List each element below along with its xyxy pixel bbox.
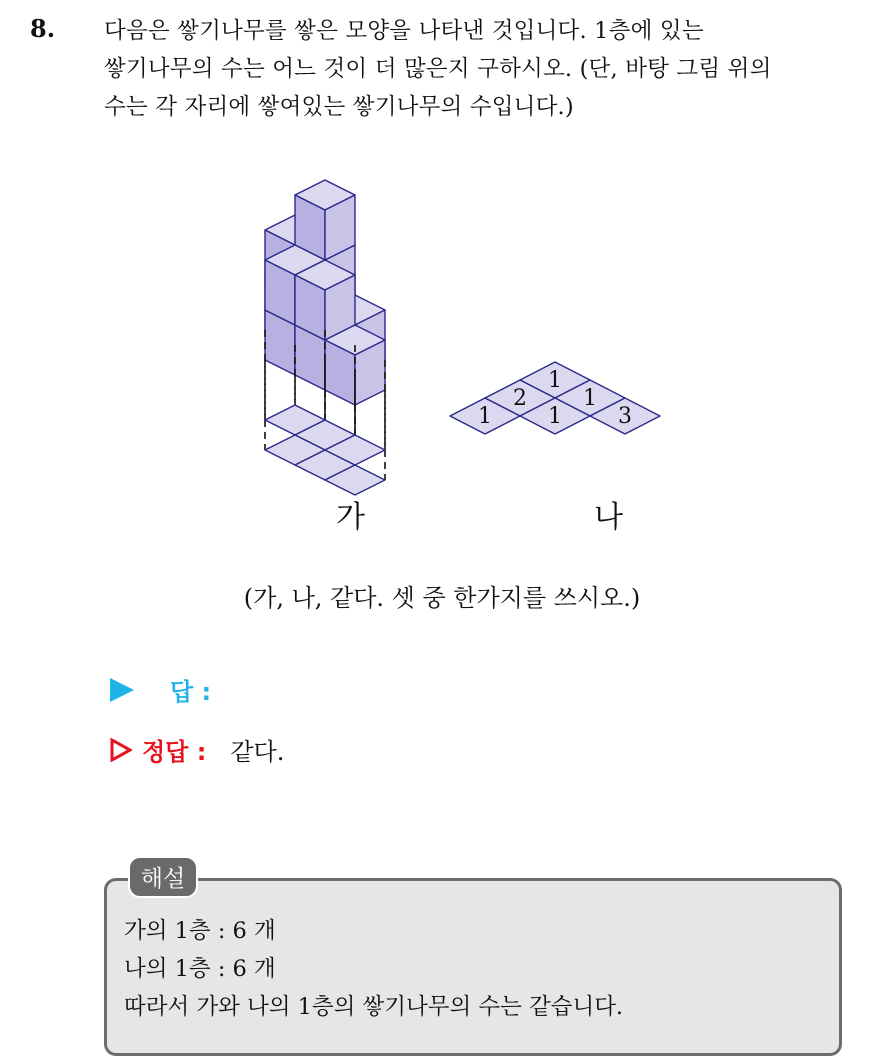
grid-number: 1: [548, 368, 562, 393]
explanation-tab: 해설: [128, 856, 198, 898]
grid-number: 1: [583, 386, 597, 411]
answer-row: [110, 672, 211, 707]
explanation-line: 가의 1층 : 6 개: [124, 918, 276, 944]
answer-label: 답 :: [170, 678, 212, 706]
grid-number: 1: [548, 404, 562, 429]
question-line: 수는 각 자리에 쌓여있는 쌓기나무의 수입니다.): [104, 94, 574, 120]
label-na: 나: [594, 500, 623, 535]
label-ga: 가: [336, 500, 365, 535]
choices-instruction: (가, 나, 같다. 셋 중 한가지를 쓰시오.): [243, 584, 641, 612]
question-number: 8.: [30, 14, 56, 43]
grid-number: 3: [618, 404, 632, 429]
question-line: 쌓기나무의 수는 어느 것이 더 많은지 구하시오. (단, 바탕 그림 위의: [104, 56, 772, 82]
correct-answer-value: 같다.: [230, 738, 285, 766]
correct-answer-label: 정답 :: [142, 738, 207, 766]
play-outline-icon: [110, 738, 132, 762]
grid-number: 2: [513, 386, 527, 411]
explanation-line: 나의 1층 : 6 개: [124, 956, 276, 982]
grid-number: 1: [478, 404, 492, 429]
play-icon: [110, 678, 134, 702]
base-grid-na: [450, 362, 660, 434]
correct-answer-row: [110, 732, 284, 767]
explanation-text: [124, 912, 623, 1026]
question-line: 다음은 쌓기나무를 쌓은 모양을 나타낸 것입니다. 1층에 있는: [104, 18, 704, 44]
explanation-line: 따라서 가와 나의 1층의 쌓기나무의 수는 같습니다.: [124, 994, 624, 1020]
